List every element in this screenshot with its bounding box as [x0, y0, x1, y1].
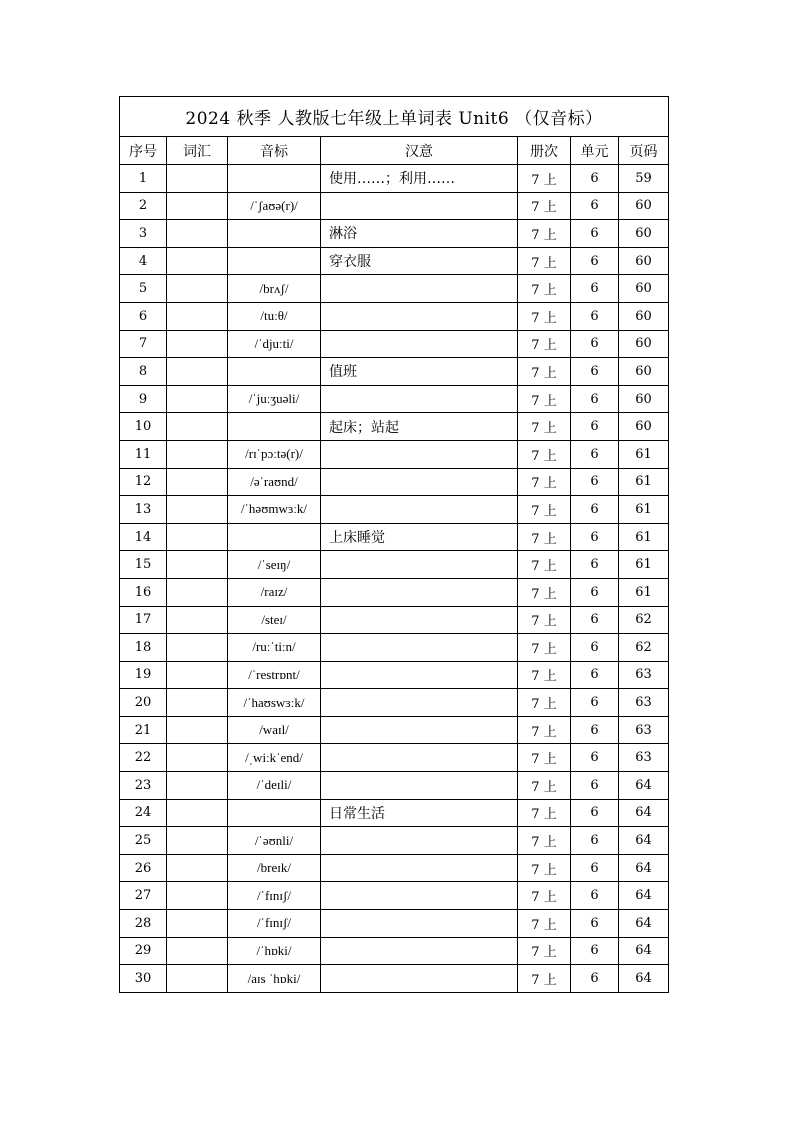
page-cell: 64 — [619, 772, 669, 800]
no-cell: 16 — [120, 578, 167, 606]
page-cell: 64 — [619, 910, 669, 938]
no-cell: 15 — [120, 551, 167, 579]
book-cell: 7 上 — [518, 468, 571, 496]
meaning-cell — [321, 385, 518, 413]
unit-cell: 6 — [571, 330, 619, 358]
meaning-cell: 起床；站起 — [321, 413, 518, 441]
no-cell: 8 — [120, 358, 167, 386]
phonetic-cell: /əˈraʊnd/ — [228, 468, 321, 496]
page-cell: 64 — [619, 827, 669, 855]
table-row — [120, 606, 669, 634]
page-cell: 63 — [619, 689, 669, 717]
page-cell: 64 — [619, 882, 669, 910]
word-cell — [167, 772, 228, 800]
word-cell — [167, 165, 228, 193]
no-cell: 3 — [120, 220, 167, 248]
header-book: 册次 — [518, 137, 571, 165]
table-row — [120, 799, 669, 827]
unit-cell: 6 — [571, 827, 619, 855]
table-body — [120, 97, 669, 993]
table-row — [120, 910, 669, 938]
book-cell: 7 上 — [518, 551, 571, 579]
word-cell — [167, 799, 228, 827]
word-cell — [167, 275, 228, 303]
word-cell — [167, 413, 228, 441]
book-cell: 7 上 — [518, 192, 571, 220]
table-row — [120, 413, 669, 441]
meaning-cell — [321, 716, 518, 744]
phonetic-cell: /ˈhɒki/ — [228, 937, 321, 965]
no-cell: 30 — [120, 965, 167, 993]
page-cell: 60 — [619, 275, 669, 303]
book-cell: 7 上 — [518, 440, 571, 468]
header-meaning: 汉意 — [321, 137, 518, 165]
table-row — [120, 440, 669, 468]
meaning-cell: 使用……；利用…… — [321, 165, 518, 193]
table-row — [120, 882, 669, 910]
meaning-cell: 值班 — [321, 358, 518, 386]
unit-cell: 6 — [571, 606, 619, 634]
table-row — [120, 468, 669, 496]
unit-cell: 6 — [571, 661, 619, 689]
word-cell — [167, 882, 228, 910]
phonetic-cell: /ˌwiːkˈend/ — [228, 744, 321, 772]
unit-cell: 6 — [571, 523, 619, 551]
meaning-cell — [321, 551, 518, 579]
header-no: 序号 — [120, 137, 167, 165]
book-cell: 7 上 — [518, 689, 571, 717]
phonetic-cell — [228, 358, 321, 386]
page-cell: 61 — [619, 468, 669, 496]
book-cell: 7 上 — [518, 661, 571, 689]
no-cell: 4 — [120, 247, 167, 275]
phonetic-cell: /raɪz/ — [228, 578, 321, 606]
vocabulary-table — [119, 96, 669, 993]
phonetic-cell — [228, 413, 321, 441]
meaning-cell: 穿衣服 — [321, 247, 518, 275]
no-cell: 22 — [120, 744, 167, 772]
phonetic-cell: /steɪ/ — [228, 606, 321, 634]
table-row — [120, 827, 669, 855]
unit-cell: 6 — [571, 220, 619, 248]
book-cell: 7 上 — [518, 220, 571, 248]
header-page: 页码 — [619, 137, 669, 165]
unit-cell: 6 — [571, 799, 619, 827]
no-cell: 20 — [120, 689, 167, 717]
no-cell: 7 — [120, 330, 167, 358]
phonetic-cell: /breɪk/ — [228, 854, 321, 882]
phonetic-cell: /ˈfɪnɪʃ/ — [228, 882, 321, 910]
unit-cell: 6 — [571, 578, 619, 606]
meaning-cell: 上床睡觉 — [321, 523, 518, 551]
no-cell: 12 — [120, 468, 167, 496]
no-cell: 1 — [120, 165, 167, 193]
meaning-cell — [321, 275, 518, 303]
page-cell: 61 — [619, 440, 669, 468]
table-row — [120, 496, 669, 524]
unit-cell: 6 — [571, 468, 619, 496]
phonetic-cell — [228, 220, 321, 248]
unit-cell: 6 — [571, 772, 619, 800]
word-cell — [167, 744, 228, 772]
page-cell: 60 — [619, 385, 669, 413]
table-row — [120, 523, 669, 551]
meaning-cell — [321, 634, 518, 662]
meaning-cell — [321, 496, 518, 524]
table-row — [120, 551, 669, 579]
phonetic-cell: /ˈjuːʒuəli/ — [228, 385, 321, 413]
table-row — [120, 275, 669, 303]
word-cell — [167, 385, 228, 413]
phonetic-cell: /tuːθ/ — [228, 302, 321, 330]
word-cell — [167, 523, 228, 551]
book-cell: 7 上 — [518, 910, 571, 938]
no-cell: 11 — [120, 440, 167, 468]
unit-cell: 6 — [571, 744, 619, 772]
header-row — [120, 137, 669, 165]
header-unit: 单元 — [571, 137, 619, 165]
word-cell — [167, 192, 228, 220]
unit-cell: 6 — [571, 358, 619, 386]
no-cell: 25 — [120, 827, 167, 855]
phonetic-cell: /ˈhəʊmwɜːk/ — [228, 496, 321, 524]
table-row — [120, 661, 669, 689]
meaning-cell — [321, 661, 518, 689]
word-cell — [167, 302, 228, 330]
page-cell: 64 — [619, 937, 669, 965]
book-cell: 7 上 — [518, 496, 571, 524]
book-cell: 7 上 — [518, 854, 571, 882]
no-cell: 26 — [120, 854, 167, 882]
word-cell — [167, 358, 228, 386]
no-cell: 5 — [120, 275, 167, 303]
page-cell: 59 — [619, 165, 669, 193]
phonetic-cell: /brʌʃ/ — [228, 275, 321, 303]
meaning-cell — [321, 965, 518, 993]
phonetic-cell: /ˈdjuːti/ — [228, 330, 321, 358]
unit-cell: 6 — [571, 302, 619, 330]
unit-cell: 6 — [571, 275, 619, 303]
word-cell — [167, 937, 228, 965]
word-cell — [167, 551, 228, 579]
page-cell: 61 — [619, 578, 669, 606]
no-cell: 23 — [120, 772, 167, 800]
unit-cell: 6 — [571, 689, 619, 717]
page-cell: 62 — [619, 606, 669, 634]
table-title: 2024 秋季 人教版七年级上单词表 Unit6 （仅音标） — [120, 97, 669, 137]
meaning-cell — [321, 689, 518, 717]
phonetic-cell: /waɪl/ — [228, 716, 321, 744]
book-cell: 7 上 — [518, 606, 571, 634]
table-row — [120, 578, 669, 606]
page-cell: 61 — [619, 523, 669, 551]
meaning-cell — [321, 440, 518, 468]
no-cell: 24 — [120, 799, 167, 827]
phonetic-cell: /ˈʃaʊə(r)/ — [228, 192, 321, 220]
meaning-cell — [321, 937, 518, 965]
page-cell: 60 — [619, 358, 669, 386]
meaning-cell — [321, 772, 518, 800]
word-cell — [167, 330, 228, 358]
book-cell: 7 上 — [518, 937, 571, 965]
table-row — [120, 634, 669, 662]
phonetic-cell: /ˈrestrɒnt/ — [228, 661, 321, 689]
unit-cell: 6 — [571, 165, 619, 193]
book-cell: 7 上 — [518, 744, 571, 772]
phonetic-cell — [228, 165, 321, 193]
meaning-cell — [321, 302, 518, 330]
no-cell: 19 — [120, 661, 167, 689]
meaning-cell: 日常生活 — [321, 799, 518, 827]
unit-cell: 6 — [571, 385, 619, 413]
word-cell — [167, 220, 228, 248]
page-cell: 60 — [619, 302, 669, 330]
phonetic-cell: /ˈəʊnli/ — [228, 827, 321, 855]
phonetic-cell: /ˈdeɪli/ — [228, 772, 321, 800]
meaning-cell: 淋浴 — [321, 220, 518, 248]
word-cell — [167, 247, 228, 275]
table-row — [120, 165, 669, 193]
meaning-cell — [321, 882, 518, 910]
book-cell: 7 上 — [518, 358, 571, 386]
phonetic-cell — [228, 799, 321, 827]
title-row — [120, 97, 669, 137]
table-row — [120, 772, 669, 800]
unit-cell: 6 — [571, 937, 619, 965]
unit-cell: 6 — [571, 413, 619, 441]
book-cell: 7 上 — [518, 772, 571, 800]
no-cell: 14 — [120, 523, 167, 551]
page-cell: 64 — [619, 854, 669, 882]
page-cell: 60 — [619, 192, 669, 220]
book-cell: 7 上 — [518, 799, 571, 827]
phonetic-cell: /aɪs ˈhɒki/ — [228, 965, 321, 993]
book-cell: 7 上 — [518, 413, 571, 441]
page-cell: 60 — [619, 330, 669, 358]
table-row — [120, 854, 669, 882]
header-word: 词汇 — [167, 137, 228, 165]
unit-cell: 6 — [571, 854, 619, 882]
page-cell: 64 — [619, 965, 669, 993]
no-cell: 29 — [120, 937, 167, 965]
page-cell: 62 — [619, 634, 669, 662]
unit-cell: 6 — [571, 965, 619, 993]
no-cell: 6 — [120, 302, 167, 330]
book-cell: 7 上 — [518, 716, 571, 744]
no-cell: 9 — [120, 385, 167, 413]
phonetic-cell: /ˈhaʊswɜːk/ — [228, 689, 321, 717]
meaning-cell — [321, 606, 518, 634]
table-row — [120, 716, 669, 744]
meaning-cell — [321, 744, 518, 772]
page-cell: 60 — [619, 220, 669, 248]
meaning-cell — [321, 854, 518, 882]
unit-cell: 6 — [571, 247, 619, 275]
no-cell: 17 — [120, 606, 167, 634]
unit-cell: 6 — [571, 882, 619, 910]
unit-cell: 6 — [571, 634, 619, 662]
word-cell — [167, 468, 228, 496]
meaning-cell — [321, 827, 518, 855]
word-cell — [167, 578, 228, 606]
table-row — [120, 220, 669, 248]
no-cell: 27 — [120, 882, 167, 910]
phonetic-cell: /ˈfɪnɪʃ/ — [228, 910, 321, 938]
unit-cell: 6 — [571, 910, 619, 938]
phonetic-cell — [228, 523, 321, 551]
word-cell — [167, 496, 228, 524]
book-cell: 7 上 — [518, 247, 571, 275]
book-cell: 7 上 — [518, 882, 571, 910]
table-row — [120, 965, 669, 993]
table-row — [120, 744, 669, 772]
table-row — [120, 385, 669, 413]
page-cell: 63 — [619, 716, 669, 744]
book-cell: 7 上 — [518, 578, 571, 606]
table-row — [120, 937, 669, 965]
phonetic-cell: /rɪˈpɔːtə(r)/ — [228, 440, 321, 468]
page-cell: 61 — [619, 496, 669, 524]
table-row — [120, 330, 669, 358]
no-cell: 28 — [120, 910, 167, 938]
word-cell — [167, 689, 228, 717]
no-cell: 18 — [120, 634, 167, 662]
book-cell: 7 上 — [518, 965, 571, 993]
page-cell: 60 — [619, 413, 669, 441]
phonetic-cell: /ˈseɪŋ/ — [228, 551, 321, 579]
page-cell: 63 — [619, 661, 669, 689]
unit-cell: 6 — [571, 192, 619, 220]
book-cell: 7 上 — [518, 302, 571, 330]
word-cell — [167, 827, 228, 855]
phonetic-cell: /ruːˈtiːn/ — [228, 634, 321, 662]
no-cell: 2 — [120, 192, 167, 220]
book-cell: 7 上 — [518, 385, 571, 413]
unit-cell: 6 — [571, 496, 619, 524]
meaning-cell — [321, 910, 518, 938]
word-cell — [167, 661, 228, 689]
book-cell: 7 上 — [518, 827, 571, 855]
word-cell — [167, 716, 228, 744]
word-cell — [167, 606, 228, 634]
book-cell: 7 上 — [518, 523, 571, 551]
word-cell — [167, 440, 228, 468]
table-row — [120, 247, 669, 275]
unit-cell: 6 — [571, 551, 619, 579]
meaning-cell — [321, 578, 518, 606]
no-cell: 10 — [120, 413, 167, 441]
book-cell: 7 上 — [518, 634, 571, 662]
table-row — [120, 302, 669, 330]
page-cell: 61 — [619, 551, 669, 579]
book-cell: 7 上 — [518, 165, 571, 193]
meaning-cell — [321, 330, 518, 358]
meaning-cell — [321, 468, 518, 496]
word-cell — [167, 965, 228, 993]
no-cell: 13 — [120, 496, 167, 524]
no-cell: 21 — [120, 716, 167, 744]
word-cell — [167, 854, 228, 882]
unit-cell: 6 — [571, 440, 619, 468]
table-row — [120, 358, 669, 386]
table-row — [120, 689, 669, 717]
book-cell: 7 上 — [518, 330, 571, 358]
unit-cell: 6 — [571, 716, 619, 744]
page-cell: 60 — [619, 247, 669, 275]
meaning-cell — [321, 192, 518, 220]
page-cell: 63 — [619, 744, 669, 772]
table-row — [120, 192, 669, 220]
page-cell: 64 — [619, 799, 669, 827]
book-cell: 7 上 — [518, 275, 571, 303]
word-cell — [167, 634, 228, 662]
phonetic-cell — [228, 247, 321, 275]
header-phonetic: 音标 — [228, 137, 321, 165]
word-cell — [167, 910, 228, 938]
